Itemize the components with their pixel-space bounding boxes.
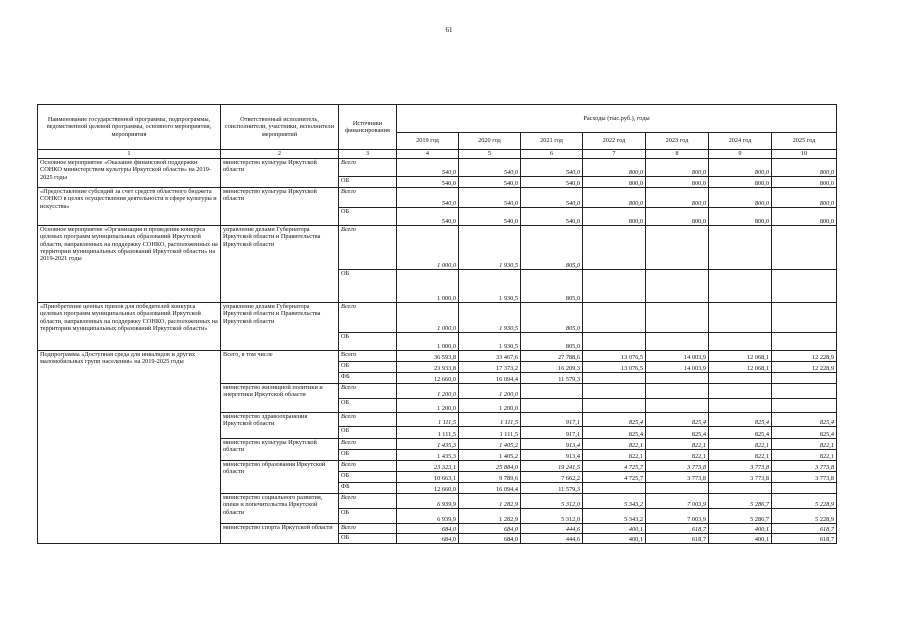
value-cell: 3 773,8 xyxy=(772,461,837,472)
value-cell: 800,0 xyxy=(772,177,837,188)
value-cell: 822,1 xyxy=(646,439,709,450)
value-cell xyxy=(709,483,772,494)
header-responsible: Ответственный исполнитель, соисполнители, участники, исполнители мероприятий xyxy=(221,105,339,150)
table-row xyxy=(38,351,837,362)
source-cell: Всего xyxy=(339,524,397,534)
responsible-executor: министерство образования Иркутской области xyxy=(221,461,339,494)
value-cell: 822,1 xyxy=(583,439,646,450)
value-cell xyxy=(772,270,837,303)
value-cell: 12 068,1 xyxy=(709,362,772,373)
value-cell: 800,0 xyxy=(646,208,709,226)
value-cell: 684,0 xyxy=(397,534,459,544)
source-cell: ОБ xyxy=(339,534,397,544)
value-cell: 1 930,5 xyxy=(459,270,521,303)
value-cell: 822,1 xyxy=(709,439,772,450)
value-cell: 805,0 xyxy=(521,303,583,333)
value-cell: 1 405,2 xyxy=(459,439,521,450)
value-cell: 12 228,9 xyxy=(772,351,837,362)
value-cell: 19 241,5 xyxy=(521,461,583,472)
value-cell: 10 663,1 xyxy=(397,472,459,483)
value-cell: 540,0 xyxy=(397,208,459,226)
activity-name: Основное мероприятие «Организация и проведение конкурса целевых программ муниципальных образований Иркутской области, направленных на поддержку СОНКО, расположенных на территории муниципальных образований Иркутской области» на 2019-2021 годы xyxy=(38,226,221,303)
value-cell: 822,1 xyxy=(772,439,837,450)
activity-name: Основное мероприятие «Оказание финансовой поддержки СОНКО министерством культуры Иркутской области» на 2019-2025 годы xyxy=(38,159,221,188)
value-cell xyxy=(772,399,837,413)
source-cell: ОБ xyxy=(339,399,397,413)
value-cell: 540,0 xyxy=(521,188,583,208)
column-index: 6 xyxy=(521,150,583,159)
value-cell: 4 725,7 xyxy=(583,461,646,472)
value-cell: 5 343,2 xyxy=(583,509,646,524)
value-cell: 400,1 xyxy=(583,524,646,534)
value-cell: 800,0 xyxy=(772,159,837,177)
header-year: 2021 год xyxy=(521,133,583,150)
value-cell: 822,1 xyxy=(583,450,646,461)
responsible-executor: министерство культуры Иркутской области xyxy=(221,188,339,226)
header-year: 2022 год xyxy=(583,133,646,150)
value-cell: 1 282,9 xyxy=(459,494,521,509)
value-cell: 1 282,9 xyxy=(459,509,521,524)
value-cell: 1 435,3 xyxy=(397,439,459,450)
value-cell: 540,0 xyxy=(459,159,521,177)
value-cell: 17 373,2 xyxy=(459,362,521,373)
value-cell: 33 467,6 xyxy=(459,351,521,362)
value-cell: 3 773,8 xyxy=(646,472,709,483)
value-cell xyxy=(709,384,772,399)
value-cell xyxy=(772,333,837,351)
value-cell: 16 209,3 xyxy=(521,362,583,373)
column-index: 2 xyxy=(221,150,339,159)
column-index: 1 xyxy=(38,150,221,159)
column-index: 8 xyxy=(646,150,709,159)
source-cell: Всего xyxy=(339,384,397,399)
value-cell: 540,0 xyxy=(397,159,459,177)
value-cell: 1 000,0 xyxy=(397,226,459,270)
value-cell: 684,0 xyxy=(459,524,521,534)
value-cell: 805,0 xyxy=(521,226,583,270)
source-cell: Всего xyxy=(339,351,397,362)
value-cell: 540,0 xyxy=(521,159,583,177)
value-cell: 5 228,9 xyxy=(772,509,837,524)
value-cell: 25 884,0 xyxy=(459,461,521,472)
value-cell xyxy=(772,483,837,494)
value-cell: 5 286,7 xyxy=(709,509,772,524)
expenditure-table xyxy=(37,104,837,544)
value-cell: 618,7 xyxy=(646,524,709,534)
value-cell: 540,0 xyxy=(397,177,459,188)
value-cell: 5 286,7 xyxy=(709,494,772,509)
value-cell: 1 111,5 xyxy=(397,427,459,439)
value-cell: 1 200,0 xyxy=(397,399,459,413)
value-cell: 618,7 xyxy=(772,524,837,534)
value-cell: 444,6 xyxy=(521,524,583,534)
value-cell: 800,0 xyxy=(772,208,837,226)
value-cell: 800,0 xyxy=(709,177,772,188)
value-cell xyxy=(521,399,583,413)
value-cell: 618,7 xyxy=(772,534,837,544)
value-cell: 16 094,4 xyxy=(459,373,521,384)
value-cell: 825,4 xyxy=(646,427,709,439)
source-cell: Всего xyxy=(339,188,397,208)
value-cell: 1 200,0 xyxy=(459,399,521,413)
source-cell: ОБ xyxy=(339,333,397,351)
value-cell xyxy=(583,373,646,384)
value-cell: 12 660,0 xyxy=(397,483,459,494)
value-cell: 5 343,2 xyxy=(583,494,646,509)
value-cell: 913,4 xyxy=(521,439,583,450)
value-cell: 684,0 xyxy=(459,534,521,544)
value-cell: 800,0 xyxy=(583,188,646,208)
value-cell: 3 773,8 xyxy=(709,461,772,472)
value-cell: 444,6 xyxy=(521,534,583,544)
value-cell xyxy=(583,270,646,303)
value-cell: 917,1 xyxy=(521,413,583,427)
header-expenses: Расходы (тыс.руб.), годы xyxy=(397,105,837,133)
column-index: 9 xyxy=(709,150,772,159)
source-cell: ОБ xyxy=(339,208,397,226)
source-cell: Всего xyxy=(339,494,397,509)
value-cell: 825,4 xyxy=(709,427,772,439)
value-cell: 800,0 xyxy=(646,177,709,188)
value-cell: 7 003,9 xyxy=(646,509,709,524)
value-cell xyxy=(646,303,709,333)
value-cell xyxy=(709,226,772,270)
value-cell: 11 579,3 xyxy=(521,373,583,384)
source-cell: ОБ xyxy=(339,177,397,188)
value-cell: 800,0 xyxy=(583,159,646,177)
column-index: 4 xyxy=(397,150,459,159)
source-cell: Всего xyxy=(339,159,397,177)
source-cell: Всего xyxy=(339,226,397,270)
source-cell: ОБ xyxy=(339,362,397,373)
value-cell xyxy=(646,333,709,351)
header-year: 2023 год xyxy=(646,133,709,150)
value-cell: 825,4 xyxy=(583,427,646,439)
value-cell: 540,0 xyxy=(521,208,583,226)
value-cell xyxy=(646,270,709,303)
column-index-row xyxy=(38,150,837,159)
table-row xyxy=(38,226,837,270)
value-cell: 1 200,0 xyxy=(459,384,521,399)
value-cell: 3 773,8 xyxy=(709,472,772,483)
column-index: 7 xyxy=(583,150,646,159)
value-cell: 1 930,5 xyxy=(459,303,521,333)
source-cell: ФБ xyxy=(339,373,397,384)
value-cell xyxy=(709,270,772,303)
responsible-executor: министерство спорта Иркутской области xyxy=(221,524,339,544)
value-cell: 825,4 xyxy=(583,413,646,427)
header-year: 2020 год xyxy=(459,133,521,150)
activity-name: «Приобретение ценных призов для победителей конкурса целевых программ муниципальных образований Иркутской области, направленных на поддержку СОНКО, расположенных на территории муниципальных образований Иркутской области» xyxy=(38,303,221,351)
value-cell xyxy=(646,226,709,270)
table-row xyxy=(38,303,837,333)
value-cell: 400,1 xyxy=(583,534,646,544)
value-cell: 27 788,6 xyxy=(521,351,583,362)
value-cell: 800,0 xyxy=(709,188,772,208)
value-cell: 540,0 xyxy=(397,188,459,208)
value-cell: 9 789,6 xyxy=(459,472,521,483)
responsible-executor: министерство культуры Иркутской области xyxy=(221,439,339,461)
value-cell xyxy=(583,333,646,351)
value-cell: 800,0 xyxy=(709,159,772,177)
responsible-executor: министерство здравоохранения Иркутской области xyxy=(221,413,339,439)
activity-name: «Предоставление субсидий за счет средств областного бюджета СОНКО в целях осуществления деятельности в сфере культуры и искусства» xyxy=(38,188,221,226)
value-cell: 5 228,9 xyxy=(772,494,837,509)
value-cell xyxy=(772,303,837,333)
value-cell: 825,4 xyxy=(772,427,837,439)
value-cell: 7 003,9 xyxy=(646,494,709,509)
value-cell: 1 000,0 xyxy=(397,270,459,303)
value-cell: 540,0 xyxy=(459,188,521,208)
value-cell: 684,0 xyxy=(397,524,459,534)
responsible-executor: министерство социального развития, опеки и попечительства Иркутской области xyxy=(221,494,339,524)
source-cell: ОБ xyxy=(339,450,397,461)
value-cell: 7 662,2 xyxy=(521,472,583,483)
value-cell: 23 323,1 xyxy=(397,461,459,472)
column-index: 10 xyxy=(772,150,837,159)
value-cell xyxy=(709,333,772,351)
source-cell: ОБ xyxy=(339,472,397,483)
column-index: 5 xyxy=(459,150,521,159)
value-cell: 822,1 xyxy=(646,450,709,461)
value-cell: 1 405,2 xyxy=(459,450,521,461)
value-cell: 1 111,5 xyxy=(459,427,521,439)
source-cell: Всего xyxy=(339,303,397,333)
value-cell xyxy=(583,226,646,270)
value-cell: 3 773,8 xyxy=(772,472,837,483)
table-row xyxy=(38,188,837,208)
value-cell: 825,4 xyxy=(646,413,709,427)
value-cell: 1 200,0 xyxy=(397,384,459,399)
value-cell: 3 773,8 xyxy=(646,461,709,472)
value-cell: 805,0 xyxy=(521,270,583,303)
header-year: 2024 год xyxy=(709,133,772,150)
value-cell: 23 933,8 xyxy=(397,362,459,373)
value-cell: 1 000,0 xyxy=(397,303,459,333)
value-cell: 540,0 xyxy=(459,177,521,188)
value-cell: 913,4 xyxy=(521,450,583,461)
value-cell: 1 435,3 xyxy=(397,450,459,461)
header-source: Источники финансирования xyxy=(339,105,397,150)
value-cell: 1 111,5 xyxy=(459,413,521,427)
value-cell xyxy=(521,384,583,399)
value-cell xyxy=(583,483,646,494)
value-cell: 1 000,0 xyxy=(397,333,459,351)
subprogram-name: Подпрограмма «Доступная среда для инвалидов и других маломобильных групп населения» на 2019-2025 годы xyxy=(38,351,221,544)
value-cell: 13 076,5 xyxy=(583,362,646,373)
value-cell: 12 228,9 xyxy=(772,362,837,373)
table-body xyxy=(38,159,837,544)
value-cell xyxy=(583,384,646,399)
value-cell: 800,0 xyxy=(772,188,837,208)
value-cell: 16 094,4 xyxy=(459,483,521,494)
value-cell xyxy=(646,373,709,384)
value-cell xyxy=(772,373,837,384)
page-number: 61 xyxy=(445,26,453,34)
source-cell: Всего xyxy=(339,413,397,427)
value-cell: 400,1 xyxy=(709,534,772,544)
header-year: 2019 год xyxy=(397,133,459,150)
header-name: Наименование государственной программы, подпрограммы, ведомственной целевой программы, основного мероприятия, мероприятия xyxy=(38,105,221,150)
value-cell: 825,4 xyxy=(709,413,772,427)
value-cell: 805,0 xyxy=(521,333,583,351)
value-cell: 540,0 xyxy=(521,177,583,188)
value-cell: 12 660,0 xyxy=(397,373,459,384)
value-cell xyxy=(772,226,837,270)
value-cell: 6 939,9 xyxy=(397,509,459,524)
value-cell xyxy=(772,384,837,399)
source-cell: ФБ xyxy=(339,483,397,494)
value-cell: 5 312,0 xyxy=(521,494,583,509)
source-cell: Всего xyxy=(339,461,397,472)
value-cell: 800,0 xyxy=(646,159,709,177)
value-cell: 800,0 xyxy=(646,188,709,208)
source-cell: Всего xyxy=(339,439,397,450)
column-index: 3 xyxy=(339,150,397,159)
source-cell: ОБ xyxy=(339,270,397,303)
table-row xyxy=(38,159,837,177)
value-cell: 4 725,7 xyxy=(583,472,646,483)
responsible-executor: министерство жилищной политики и энергетики Иркутской области xyxy=(221,384,339,413)
value-cell: 12 068,1 xyxy=(709,351,772,362)
value-cell: 800,0 xyxy=(583,177,646,188)
value-cell xyxy=(583,399,646,413)
responsible-executor: управление делами Губернатора Иркутской области и Правительства Иркутской области xyxy=(221,303,339,351)
value-cell: 5 312,0 xyxy=(521,509,583,524)
value-cell: 822,1 xyxy=(709,450,772,461)
value-cell: 1 111,5 xyxy=(397,413,459,427)
value-cell: 822,1 xyxy=(772,450,837,461)
value-cell: 540,0 xyxy=(459,208,521,226)
value-cell xyxy=(646,384,709,399)
value-cell xyxy=(583,303,646,333)
value-cell xyxy=(709,303,772,333)
responsible-executor: Всего, в том числе xyxy=(221,351,339,384)
responsible-executor: министерство культуры Иркутской области xyxy=(221,159,339,188)
value-cell xyxy=(709,373,772,384)
value-cell: 13 076,5 xyxy=(583,351,646,362)
value-cell: 800,0 xyxy=(709,208,772,226)
value-cell xyxy=(646,483,709,494)
value-cell: 1 930,5 xyxy=(459,333,521,351)
value-cell: 400,1 xyxy=(709,524,772,534)
value-cell: 800,0 xyxy=(583,208,646,226)
source-cell: ОБ xyxy=(339,427,397,439)
value-cell: 36 593,8 xyxy=(397,351,459,362)
value-cell: 11 579,3 xyxy=(521,483,583,494)
value-cell: 14 003,9 xyxy=(646,362,709,373)
header-year: 2025 год xyxy=(772,133,837,150)
value-cell xyxy=(646,399,709,413)
value-cell: 14 003,9 xyxy=(646,351,709,362)
value-cell: 917,1 xyxy=(521,427,583,439)
value-cell: 1 930,5 xyxy=(459,226,521,270)
value-cell: 6 939,9 xyxy=(397,494,459,509)
responsible-executor: управление делами Губернатора Иркутской области и Правительства Иркутской области xyxy=(221,226,339,303)
value-cell: 825,4 xyxy=(772,413,837,427)
source-cell: ОБ xyxy=(339,509,397,524)
value-cell: 618,7 xyxy=(646,534,709,544)
value-cell xyxy=(709,399,772,413)
